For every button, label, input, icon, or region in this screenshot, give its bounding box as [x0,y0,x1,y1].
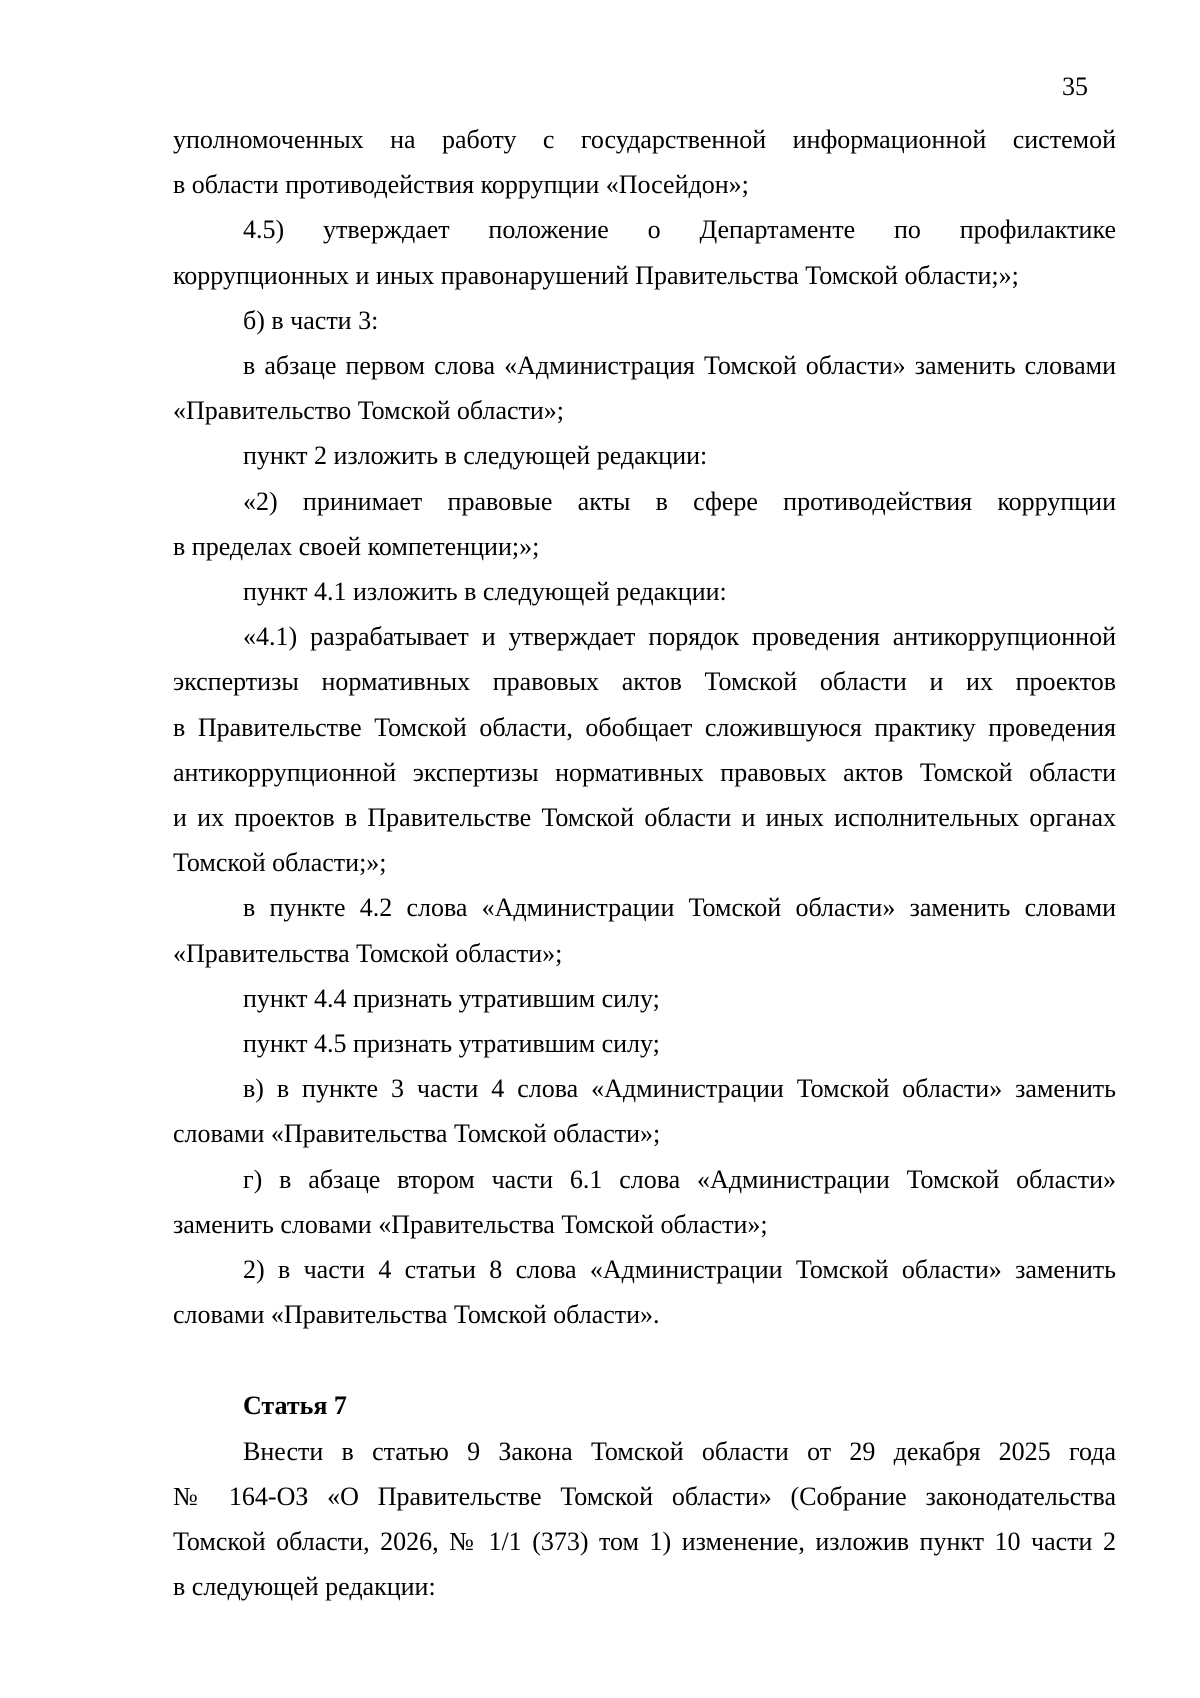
text-line: уполномоченных на работу с государственной информационной системой [173,125,1116,154]
text-line: «Правительство Томской области»; [173,396,565,426]
text-line: б) в части 3: [243,305,379,335]
text-line: «Правительства Томской области»; [173,938,563,968]
text-line: «2) принимает правовые акты в сфере противодействия коррупции [243,486,1116,516]
text-line: пункт 4.5 признать утратившим силу; [243,1029,660,1059]
document-body [173,117,1116,1610]
text-line: г) в абзаце втором части 6.1 слова «Администрации Томской области» [243,1164,1116,1194]
text-line: пункт 4.4 признать утратившим силу; [243,983,660,1013]
text-line: в следующей редакции: [173,1572,436,1602]
text-line: коррупционных и иных правонарушений Правительства Томской области;»; [173,260,1019,290]
page-number: 35 [1062,72,1088,101]
text-line: Томской области;»; [173,848,387,878]
text-line: «4.1) разрабатывает и утверждает порядок проведения антикоррупционной [243,622,1116,652]
text-line: в пункте 4.2 слова «Администрации Томской области» заменить словами [243,893,1116,923]
text-line: Внести в статью 9 Закона Томской области от 29 декабря 2025 года [243,1436,1116,1466]
text-line: антикоррупционной экспертизы нормативных правовых актов Томской области [173,757,1116,787]
article-heading: Статья 7 [243,1391,347,1421]
text-line: № 164-ОЗ «О Правительстве Томской области» (Собрание законодательства [173,1481,1116,1511]
text-line: пункт 2 изложить в следующей редакции: [243,441,708,471]
text-line: словами «Правительства Томской области». [173,1300,660,1330]
text-line: в абзаце первом слова «Администрация Томской области» заменить словами [243,351,1116,381]
text-line: 4.5) утверждает положение о Департаменте по профилактике [243,215,1116,245]
text-line: в) в пункте 3 части 4 слова «Администрации Томской области» заменить [243,1074,1116,1104]
text-line: пункт 4.1 изложить в следующей редакции: [243,577,727,607]
text-line: в пределах своей компетенции;»; [173,531,540,561]
text-line: в области противодействия коррупции «Посейдон»; [173,170,749,200]
section-gap [173,1337,1116,1383]
text-line: в Правительстве Томской области, обобщает сложившуюся практику проведения [173,712,1116,742]
text-line: заменить словами «Правительства Томской области»; [173,1209,768,1239]
text-line: 2) в части 4 статьи 8 слова «Администрации Томской области» заменить [243,1255,1116,1285]
text-line: словами «Правительства Томской области»; [173,1119,661,1149]
text-line: экспертизы нормативных правовых актов Томской области и их проектов [173,667,1116,697]
text-line: Томской области, 2026, № 1/1 (373) том 1) изменение, изложив пункт 10 части 2 [173,1527,1116,1557]
text-line: и их проектов в Правительстве Томской области и иных исполнительных органах [173,803,1116,833]
